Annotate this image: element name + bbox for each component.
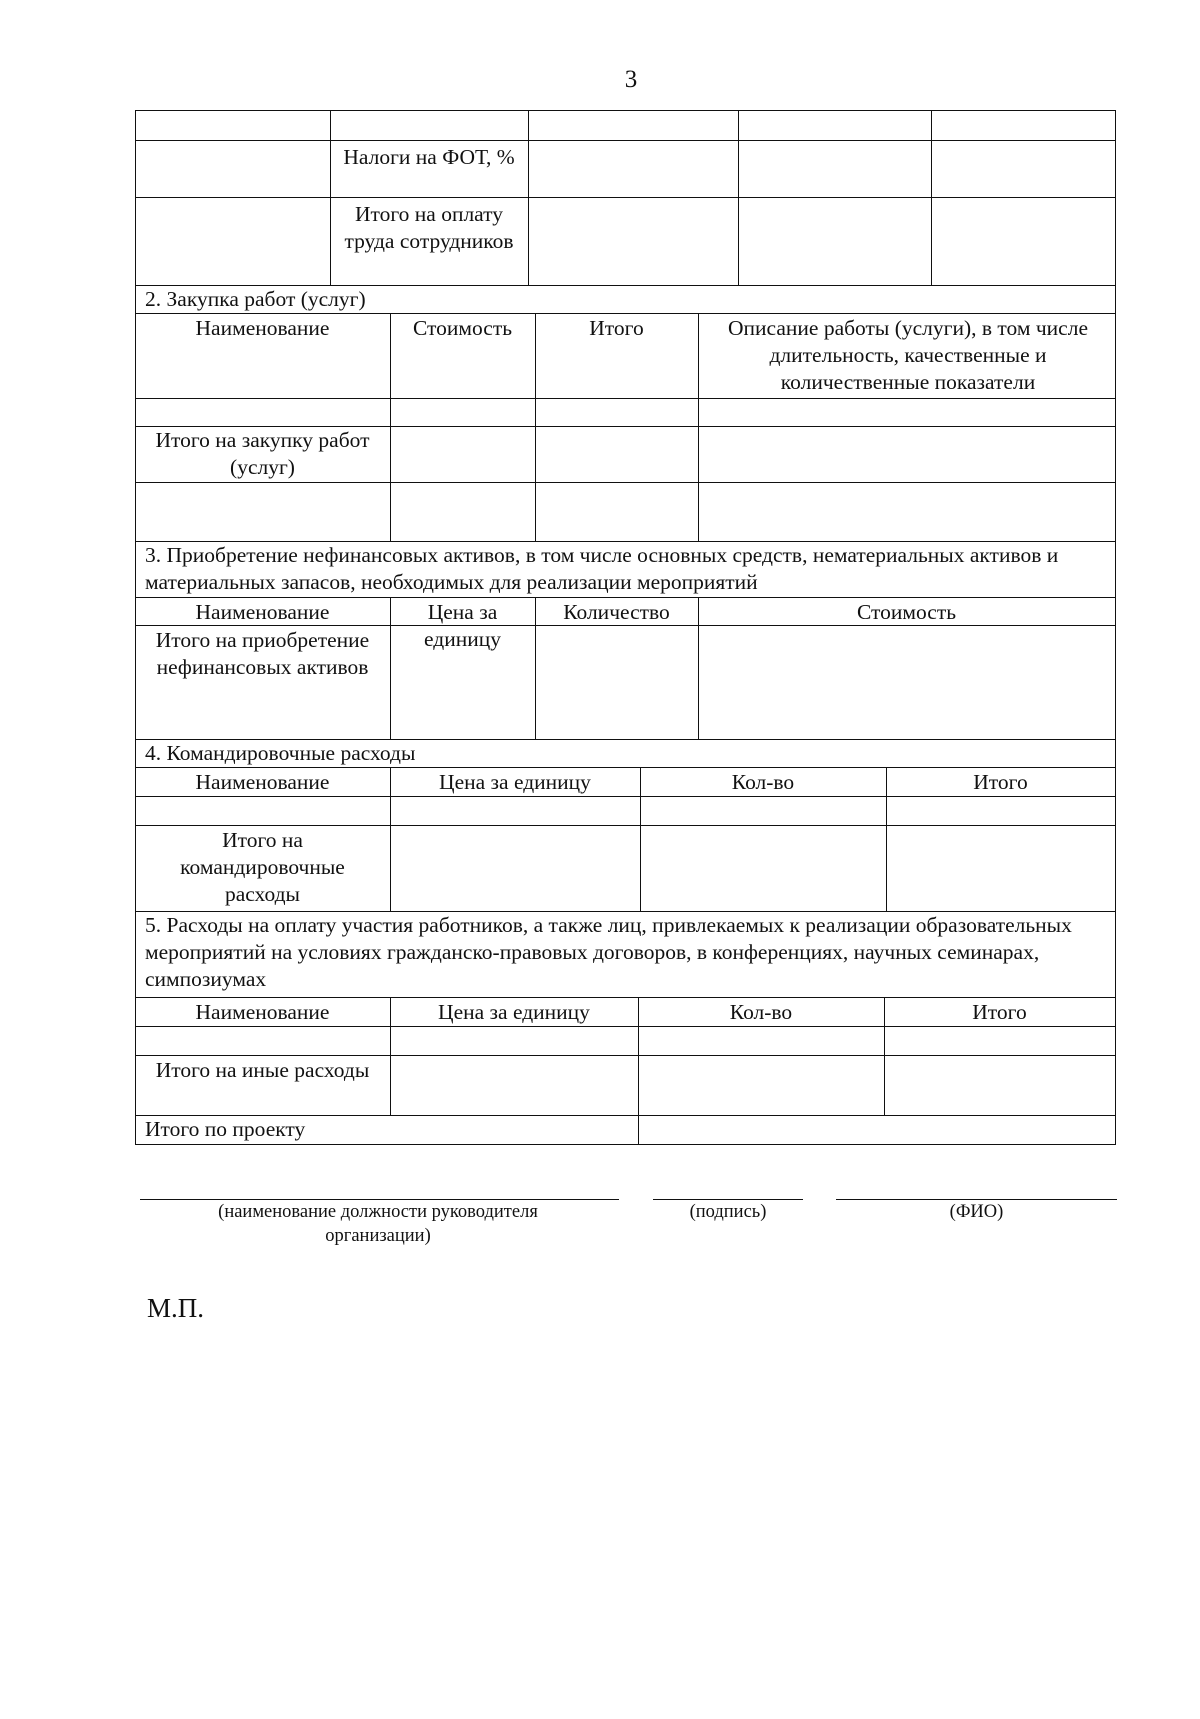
table-line	[135, 110, 1116, 111]
table-line	[135, 796, 1116, 797]
s2-header-description: Описание работы (услуги), в том числе длительность, качественные и количественные показатели	[728, 316, 1088, 394]
s2-total-label: Итого на закупку работ (услуг)	[155, 428, 370, 479]
s5-header-total: Итого	[972, 1000, 1027, 1024]
table-line	[390, 313, 391, 541]
s3-header-quantity: Количество	[563, 600, 670, 624]
section-3-title: 3. Приобретение нефинансовых активов, в том числе основных средств, нематериальных активов и материальных запасов, необходимых для реализации мероприятий	[145, 543, 1059, 594]
section-4-title: 4. Командировочные расходы	[145, 741, 416, 765]
table-line	[738, 110, 739, 285]
table-line	[390, 597, 391, 739]
s2-header-name: Наименование	[195, 316, 330, 340]
labor-total-label: Итого на оплату труда сотрудников	[344, 202, 514, 253]
table-line	[135, 398, 1116, 399]
page-number: 3	[624, 66, 638, 93]
s4-header-total: Итого	[973, 770, 1028, 794]
s5-header-unit-price: Цена за единицу	[438, 1000, 590, 1024]
table-line	[135, 1055, 1116, 1056]
section-2-title: 2. Закупка работ (услуг)	[145, 287, 366, 311]
s5-header-name: Наименование	[195, 1000, 330, 1024]
table-line	[135, 197, 1116, 198]
s3-header-name: Наименование	[195, 600, 330, 624]
position-caption: (наименование должности руководителя организации)	[218, 1202, 538, 1246]
s2-header-total: Итого	[589, 316, 644, 340]
table-line	[135, 767, 1116, 768]
table-line	[135, 313, 1116, 314]
s5-total-label: Итого на иные расходы	[155, 1058, 370, 1082]
name-caption: (ФИО)	[949, 1202, 1004, 1222]
table-line	[135, 825, 1116, 826]
table-line	[135, 140, 1116, 141]
table-line	[698, 313, 699, 541]
table-line	[528, 110, 529, 285]
s4-header-name: Наименование	[195, 770, 330, 794]
table-line	[135, 482, 1116, 483]
table-line	[135, 597, 1116, 598]
table-line	[135, 997, 1116, 998]
table-line	[931, 110, 932, 285]
table-line	[330, 110, 331, 285]
s5-header-quantity: Кол-во	[729, 1000, 793, 1024]
stamp-label: М.П.	[147, 1293, 205, 1323]
signature-caption: (подпись)	[689, 1202, 767, 1222]
table-line	[135, 1026, 1116, 1027]
s2-header-cost: Стоимость	[412, 316, 513, 340]
s3-total-label: Итого на приобретение нефинансовых активов	[155, 628, 370, 679]
section-5-title: 5. Расходы на оплату участия работников, а также лиц, привлекаемых к реализации образовательных мероприятий на условиях гражданско-правовых договоров, в конференциях, научных семинарах, симпозиумах	[145, 913, 1072, 991]
s3-header-unit-price: Цена за единицу	[424, 600, 501, 651]
taxes-label: Налоги на ФОТ, %	[343, 145, 515, 169]
s4-header-unit-price: Цена за единицу	[439, 770, 591, 794]
table-line	[535, 313, 536, 541]
s4-total-label: Итого на командировочные расходы	[180, 828, 345, 906]
table-line	[135, 1144, 1116, 1145]
s3-header-cost: Стоимость	[856, 600, 957, 624]
budget-table	[135, 110, 1116, 1146]
s4-header-quantity: Кол-во	[731, 770, 795, 794]
project-total-label: Итого по проекту	[145, 1117, 306, 1141]
